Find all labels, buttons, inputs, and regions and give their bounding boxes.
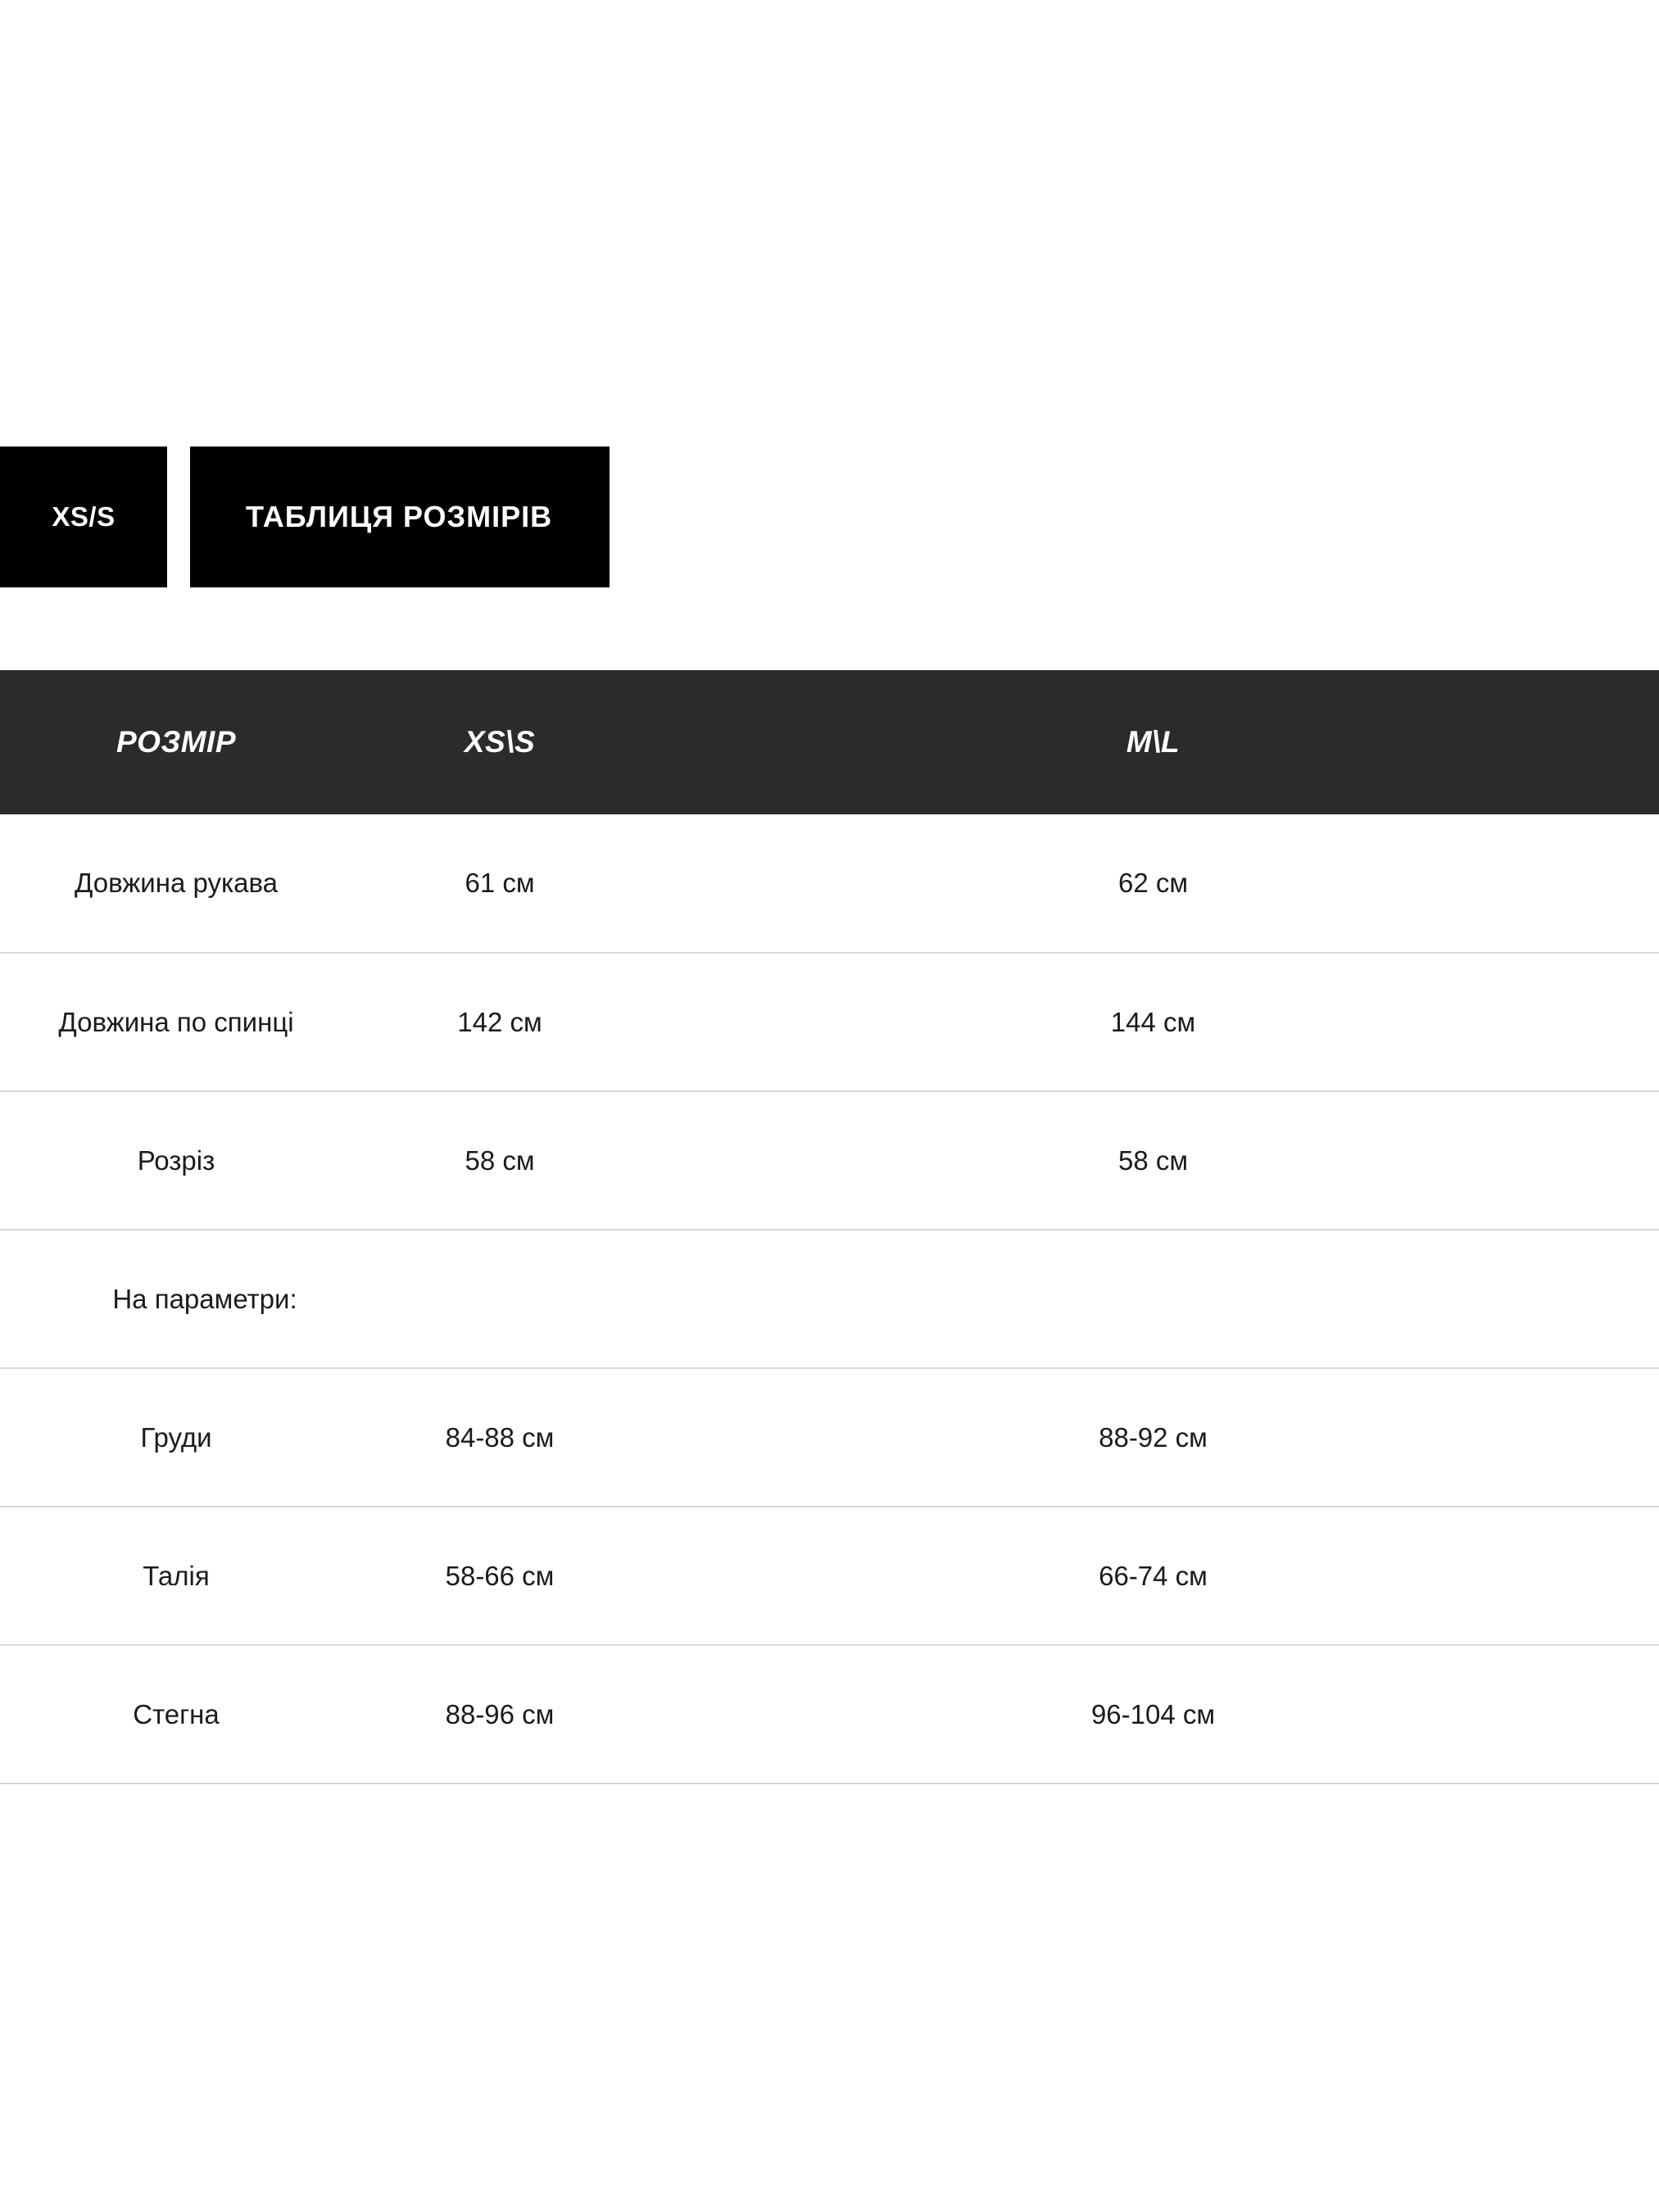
cell-ml: 96-104 см bbox=[1090, 1698, 1216, 1729]
cell-param: Довжина рукава bbox=[75, 868, 278, 898]
cell-param: Розріз bbox=[137, 1145, 215, 1176]
cell-xss: 84-88 см bbox=[445, 1421, 555, 1453]
badge-row bbox=[0, 446, 610, 587]
cell-ml: 58 см bbox=[1117, 1145, 1189, 1176]
chart-title-badge bbox=[190, 446, 610, 587]
cell-xss: 61 см bbox=[465, 868, 535, 898]
table-row bbox=[0, 1091, 1659, 1230]
table-row bbox=[0, 814, 1659, 953]
size-table bbox=[0, 670, 1659, 1784]
cell-xss: 88-96 см bbox=[445, 1698, 555, 1729]
cell-ml: 62 см bbox=[1117, 868, 1189, 898]
cell-xss bbox=[352, 1230, 647, 1368]
size-badge-label: XS/S bbox=[52, 501, 116, 532]
header-xss: XS\S bbox=[464, 725, 536, 759]
header-ml: M\L bbox=[1126, 725, 1181, 759]
cell-xss: 142 см bbox=[457, 1006, 542, 1037]
cell-param: Талія bbox=[143, 1560, 210, 1591]
cell-xss: 58-66 см bbox=[445, 1560, 555, 1591]
table-row bbox=[0, 1645, 1659, 1784]
table-section-row bbox=[0, 1230, 1659, 1368]
table-header-row bbox=[0, 670, 1659, 814]
header-param: РОЗМІР bbox=[116, 725, 236, 759]
cell-param: Стегна bbox=[133, 1698, 220, 1729]
cell-ml: 144 см bbox=[1110, 1006, 1196, 1037]
table-row bbox=[0, 1368, 1659, 1507]
cell-ml: 88-92 см bbox=[1099, 1421, 1208, 1453]
cell-ml: 66-74 см bbox=[1099, 1560, 1208, 1591]
cell-section-label: На параметри: bbox=[112, 1283, 297, 1314]
size-table-head bbox=[0, 670, 1659, 814]
size-badge bbox=[0, 446, 167, 587]
size-table-body bbox=[0, 814, 1659, 1784]
table-row bbox=[0, 1507, 1659, 1645]
cell-param: Груди bbox=[140, 1421, 212, 1453]
cell-xss: 58 см bbox=[465, 1145, 535, 1176]
chart-title-label: ТАБЛИЦЯ РОЗМІРІВ bbox=[246, 500, 553, 533]
table-row bbox=[0, 953, 1659, 1091]
cell-param: Довжина по спинці bbox=[58, 1006, 294, 1037]
cell-ml bbox=[647, 1230, 1659, 1368]
